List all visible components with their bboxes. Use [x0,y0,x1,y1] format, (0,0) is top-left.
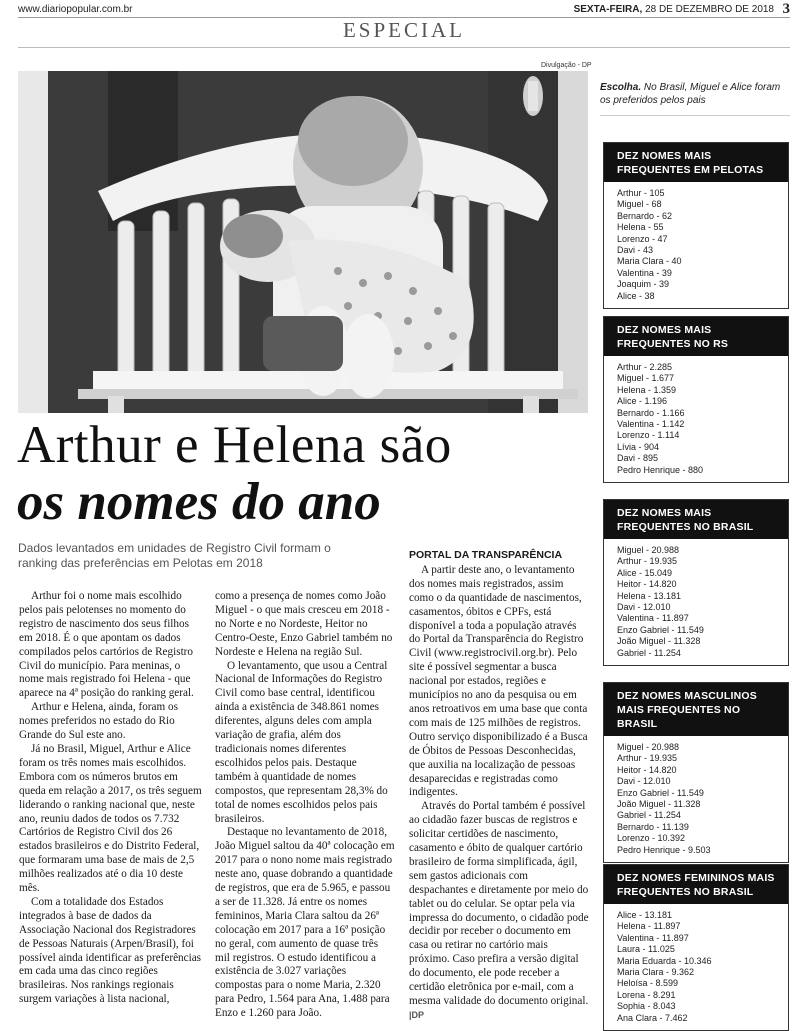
body-column-3 [409,549,589,1023]
ranking-item: Davi - 43 [617,245,654,256]
ranking-item: Miguel - 20.988 [617,742,680,752]
ranking-item: Valentina - 11.897 [617,932,689,943]
ranking-item: Sophia - 8.043 [617,1001,676,1012]
ranking-item: Bernardo - 62 [617,210,673,221]
photo-caption [600,82,790,116]
ranking-item: Miguel - 20.988 [617,545,680,555]
ranking-item: Davi - 12.010 [617,602,671,613]
ranking-list [604,182,788,308]
body-paragraph: O levantamento, que usou a Central Nacional de Informações do Registro Civil como base central, identificou ainda a existência de 348.861 nomes diferentes, alguns deles com ampla variação de grafia, além dos tradicionais nomes diferentes escolhidos pelos pais. Destaque também à quantidade de nomes compostos, que representam 28,3% do total de nomes escolhidos pelos pais brasileiros. [215,659,388,825]
ranking-item: Alice - 1.196 [617,396,668,407]
ranking-item: Pedro Henrique - 9.503 [617,844,711,855]
ranking-box-title: DEZ NOMES FEMININOS MAIS FREQUENTES NO BRASIL [604,865,788,904]
ranking-item: Valentina - 39 [617,267,672,278]
ranking-item: Arthur - 105 [617,188,665,198]
children-on-bench-illustration [18,71,588,413]
ranking-item: Lorenzo - 47 [617,233,668,244]
body-paragraph: Destaque no levantamento de 2018, João Miguel saltou da 40ª colocação em 2017 para o nono nome mais registrado neste ano, quase dobrando a quantidade de registros, que era de 5.965, e passou a ser de 11.328. Já entre os nomes femininos, Maria Clara saltou da 26ª colocação em 2017 para a 16ª posição no geral, com aumento de quase três mil registros. O estudo identificou a existência de 3.027 variações compostas para o nome Maria, 2.320 para Pedro, 1.564 para Ana, 1.488 para Enzo e 1.260 para João. [215,826,395,1020]
ranking-item: Ana Clara - 7.462 [617,1012,688,1023]
headline-line-2: os nomes do ano [17,473,381,531]
ranking-item: Pedro Henrique - 880 [617,464,704,475]
ranking-item: Maria Eduarda - 10.346 [617,955,712,966]
ranking-box-title: DEZ NOMES MAIS FREQUENTES NO RS [604,317,788,356]
ranking-item: Lorenzo - 10.392 [617,833,686,844]
ranking-item: Maria Clara - 40 [617,256,682,267]
article-photo [18,71,588,413]
body-paragraph: A partir deste ano, o levantamento dos nomes mais registrados, assim como o da quantidade de nascimentos, casamentos, óbitos e CPFs, está disponível a toda a população através do Portal da Transparência do Registro Civil (www.registrocivil.org.br). Pelo site é possível segmentar a busca nacional por estados, regiões e municípios no ano da pesquisa ou em anos retroativos em uma base que conta com mais de 125 milhões de registros. Outro serviço disponibilizado é a Busca de Óbitos de Pessoas Desconhecidas, que auxilia na localização de pessoas desaparecidas e registradas como indigentes. [409,563,588,799]
ranking-item: Helena - 11.897 [617,921,681,932]
issue-weekday: SEXTA-FEIRA, [573,4,643,15]
body-paragraph: Arthur e Helena, ainda, foram os nomes preferidos no estado do Rio Grande do Sul este ano. [19,701,178,742]
author-signature: |DP [409,1009,425,1020]
body-column-1 [19,590,203,1007]
section-divider [18,47,790,48]
ranking-item: Heitor - 14.820 [617,764,677,775]
ranking-item: Lorena - 8.291 [617,989,676,1000]
article-subhead: Dados levantados em unidades de Registro Civil formam o ranking das preferências em Pelotas em 2018 [18,541,331,570]
site-url[interactable]: www.diariopopular.com.br [18,4,133,15]
ranking-item: Miguel - 1.677 [617,373,675,384]
ranking-item: Helena - 1.359 [617,384,677,395]
ranking-item: João Miguel - 11.328 [617,636,701,647]
ranking-item: Maria Clara - 9.362 [617,967,695,978]
body-paragraph [409,800,589,1023]
ranking-box-brasil [603,499,789,666]
body-paragraph: Arthur foi o nome mais escolhido pelos pais pelotenses no momento do registro de nascimento dos seus filhos em 2018. É o que apontam os dados compilados pelos cartórios de Registro Civil do município. Para meninas, o nome mais registrado foi Helena - que aparece na 4ª posição do ranking geral. [19,590,194,700]
ranking-item: Heitor - 14.820 [617,579,677,590]
ranking-list [604,736,788,862]
ranking-list [604,539,788,665]
ranking-item: Arthur - 19.935 [617,753,678,764]
ranking-item: Gabriel - 11.254 [617,647,681,658]
body-paragraph: Com a totalidade dos Estados integrados à base de dados da Associação Nacional dos Registradores de Pessoas Naturais (Arpen/Brasil), foi possível ainda identificar as preferências em cada uma das cinco regiões brasileiras. Nos rankings regionais surgem variações à lista nacional, [19,895,202,1006]
body-paragraph: como a presença de nomes como João Miguel - o que mais cresceu em 2018 - no Norte e no Nordeste, Heitor no Centro-Oeste, Enzo Gabriel também no Nordeste e Helena na região Sul. [215,590,393,658]
ranking-item: Heloísa - 8.599 [617,978,679,989]
ranking-item: Enzo Gabriel - 11.549 [617,624,704,635]
ranking-item: Arthur - 19.935 [617,556,678,567]
ranking-item: Lívia - 904 [617,441,660,452]
ranking-item: Joaquim - 39 [617,279,670,290]
article-headline [17,417,597,531]
ranking-box-femininos [603,864,789,1031]
ranking-box-title: DEZ NOMES MASCULINOS MAIS FREQUENTES NO BRASIL [604,683,788,736]
ranking-item: Alice - 13.181 [617,910,673,920]
ranking-list [604,356,788,482]
ranking-item: Valentina - 11.897 [617,613,689,624]
photo-credit: Divulgação - DP [541,62,592,69]
section-title: ESPECIAL [342,18,465,42]
ranking-item: Alice - 15.049 [617,567,673,578]
body-paragraph: Já no Brasil, Miguel, Arthur e Alice foram os três nomes mais escolhidos. Embora com os números brutos em queda em relação a 2017, os três seguem liderando o ranking nacional que, neste ano, reuniu dados de todos os 7.732 Cartórios de Registro Civil dos 26 estados brasileiros e do Distrito Federal, que formaram uma base de mais de 2,5 milhões realizados até o dia 10 deste mês. [19,742,202,895]
ranking-item: Helena - 13.181 [617,590,682,601]
ranking-item: Lorenzo - 1.114 [617,430,680,441]
body-column-2 [215,590,395,1021]
ranking-box-title: DEZ NOMES MAIS FREQUENTES EM PELOTAS [604,143,788,182]
ranking-item: Alice - 38 [617,290,655,301]
ranking-item: Helena - 55 [617,222,664,233]
section-subheading: PORTAL DA TRANSPARÊNCIA [409,549,563,561]
issue-date [574,4,774,15]
ranking-box-pelotas [603,142,789,309]
ranking-item: Arthur - 2.285 [617,362,673,372]
ranking-item: Laura - 11.025 [617,944,675,955]
ranking-item: Enzo Gabriel - 11.549 [617,787,704,798]
page-header [18,1,790,18]
ranking-item: Davi - 12.010 [617,776,671,787]
caption-lead: Escolha. [600,82,642,93]
ranking-item: Bernardo - 1.166 [617,407,685,418]
issue-date-text: 28 DE DEZEMBRO DE 2018 [645,4,774,15]
ranking-box-rs [603,316,789,483]
caption-text: No Brasil, Miguel e Alice foram os preferidos pelos pais [600,82,781,106]
ranking-item: Bernardo - 11.139 [617,821,689,832]
ranking-box-masculinos [603,682,789,863]
ranking-list [604,904,788,1030]
ranking-item: Miguel - 68 [617,199,662,210]
ranking-box-title: DEZ NOMES MAIS FREQUENTES NO BRASIL [604,500,788,539]
headline-line-1: Arthur e Helena são [17,416,452,474]
ranking-item: Davi - 895 [617,453,659,464]
ranking-item: João Miguel - 11.328 [617,799,701,810]
body-paragraph-text: Através do Portal também é possível ao cidadão fazer buscas de registros e solicitar certidões de nascimento, casamento e óbito de qualquer cartório brasileiro de forma simplificada, ágil, sem gastos adicionais com despachantes e diretamente por meio do tablet ou do celular. Se optar pela via impressa do documento, o cidadão pode decidir por receber o documento em casa ou retirar no cartório mais próximo. Caso prefira a versão digital do documento, ele pode receber a certidão eletrônica por e-mail, com a mesma validade do documento original. [409,800,589,1007]
page-number: 3 [782,1,790,17]
ranking-item: Gabriel - 11.254 [617,810,681,821]
ranking-item: Valentina - 1.142 [617,419,685,430]
